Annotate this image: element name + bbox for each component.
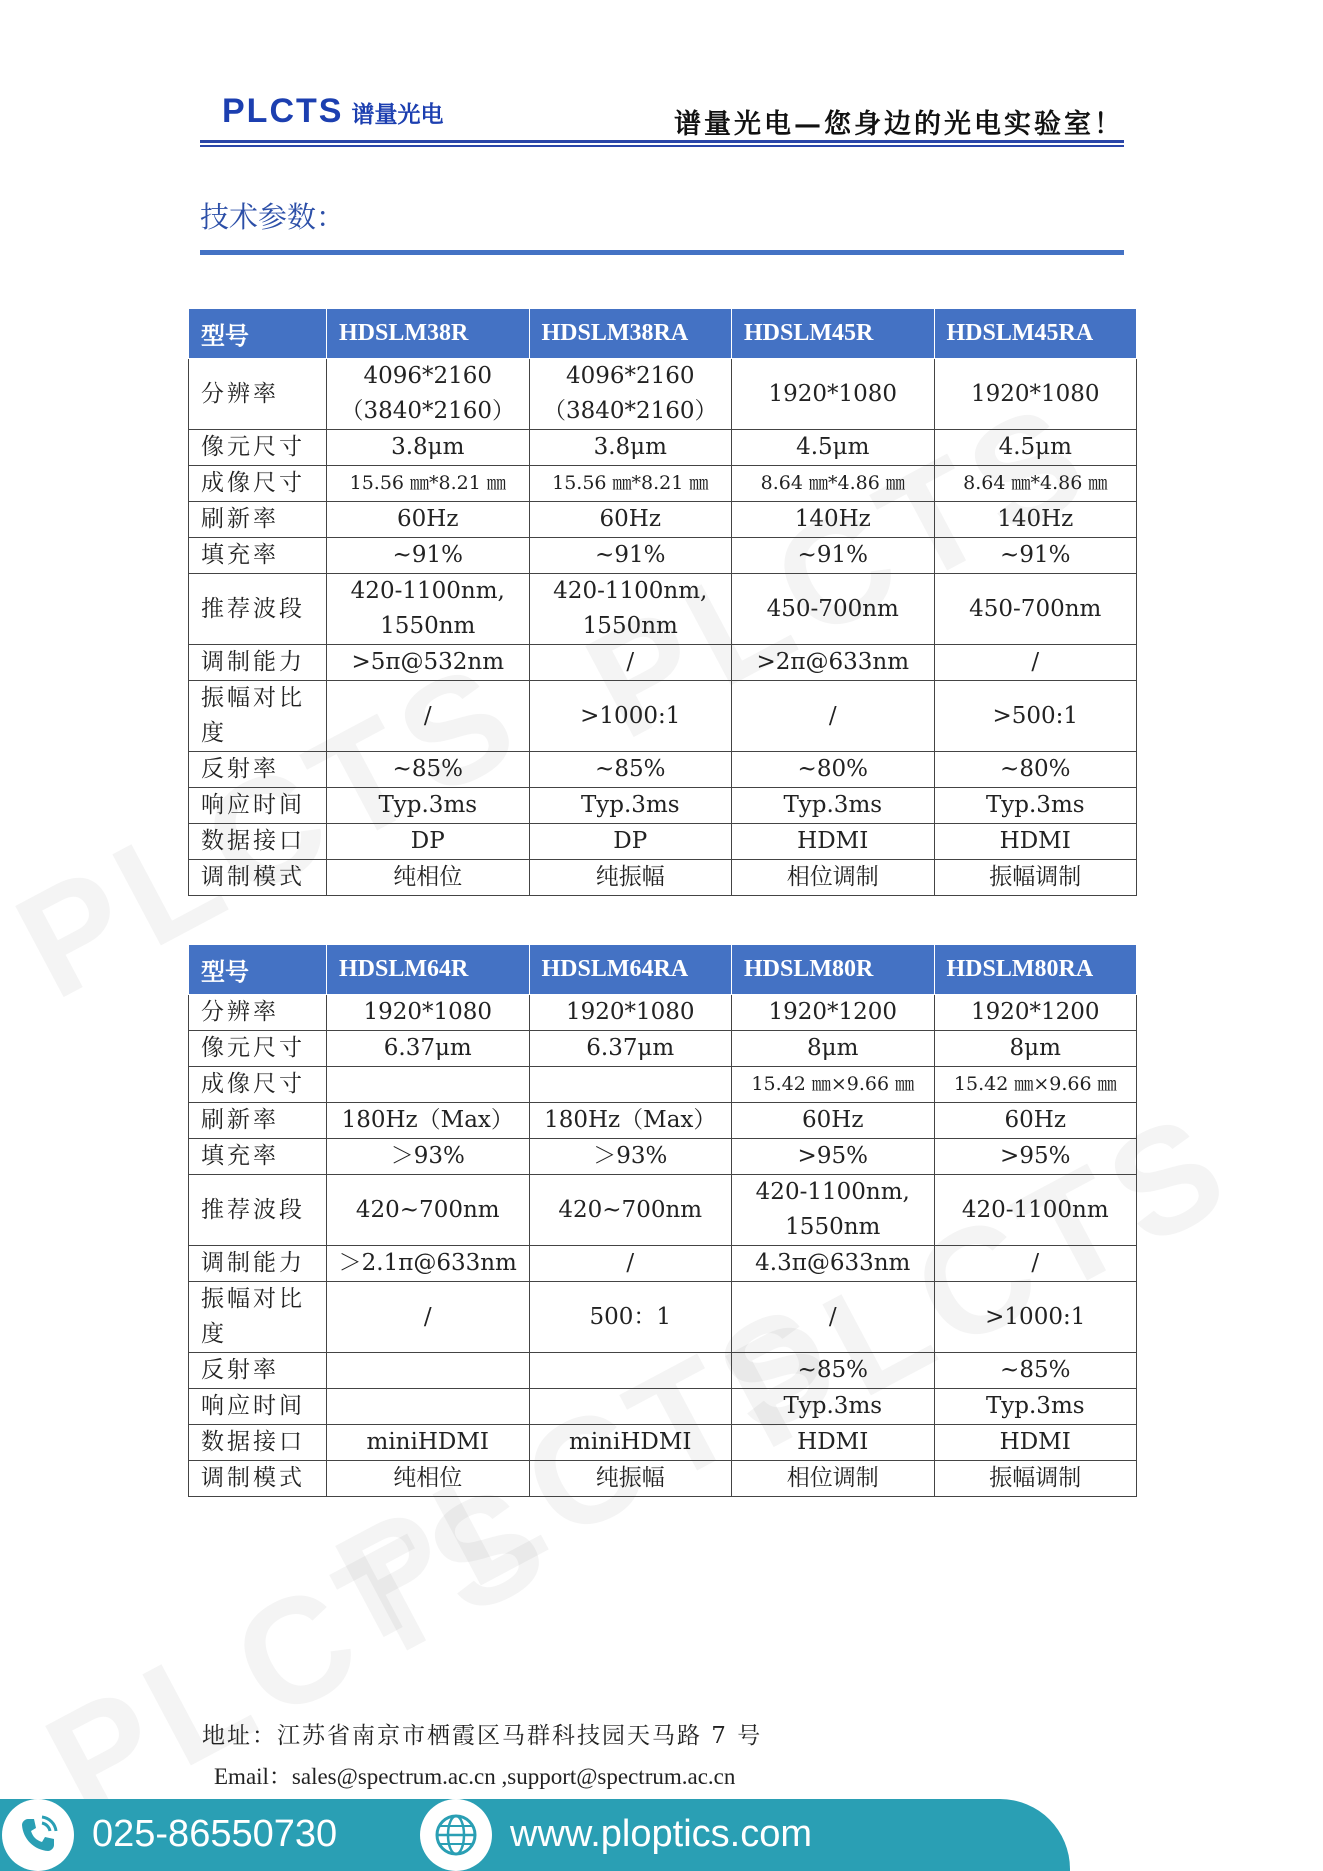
table-header-row xyxy=(189,945,1137,995)
table-cell: >1000:1 xyxy=(529,681,732,752)
table-cell: 1920*1080 xyxy=(934,359,1137,430)
table-cell: 450-700nm xyxy=(934,574,1137,645)
table-row xyxy=(189,1425,1137,1461)
table-cell xyxy=(327,1389,530,1425)
table-row xyxy=(189,681,1137,752)
header-cell: HDSLM45RA xyxy=(934,309,1137,359)
table-cell: 8.64 ㎜*4.86 ㎜ xyxy=(732,466,935,502)
table-cell: DP xyxy=(529,824,732,860)
header-divider xyxy=(200,140,1124,143)
table-row xyxy=(189,1067,1137,1103)
table-cell: 1920*1080 xyxy=(327,995,530,1031)
table-cell: 420-1100nm, 1550nm xyxy=(529,574,732,645)
row-label: 振幅对比度 xyxy=(189,1282,327,1353)
table-cell: 15.56 ㎜*8.21 ㎜ xyxy=(327,466,530,502)
row-label: 调制能力 xyxy=(189,1246,327,1282)
table-cell: ~91% xyxy=(529,538,732,574)
table-cell: 相位调制 xyxy=(732,860,935,896)
table-cell: 15.42 ㎜×9.66 ㎜ xyxy=(732,1067,935,1103)
table-cell: ~80% xyxy=(934,752,1137,788)
row-label: 推荐波段 xyxy=(189,1175,327,1246)
row-label: 成像尺寸 xyxy=(189,1067,327,1103)
header-cell: HDSLM64RA xyxy=(529,945,732,995)
table-row xyxy=(189,995,1137,1031)
table-cell: miniHDMI xyxy=(327,1425,530,1461)
table-cell xyxy=(327,1353,530,1389)
row-label: 分辨率 xyxy=(189,359,327,430)
table-row xyxy=(189,1353,1137,1389)
table-cell: >95% xyxy=(934,1139,1137,1175)
watermark xyxy=(20,1446,580,1853)
table-cell: HDMI xyxy=(934,1425,1137,1461)
table-cell: 140Hz xyxy=(934,502,1137,538)
table-cell: ~80% xyxy=(732,752,935,788)
row-label: 像元尺寸 xyxy=(189,1031,327,1067)
header-divider xyxy=(200,145,1124,147)
table-cell: 4096*2160 （3840*2160） xyxy=(327,359,530,430)
table-cell: / xyxy=(732,1282,935,1353)
header-cell: HDSLM80RA xyxy=(934,945,1137,995)
header-cell: HDSLM38R xyxy=(327,309,530,359)
row-label: 成像尺寸 xyxy=(189,466,327,502)
table-row xyxy=(189,788,1137,824)
table-cell xyxy=(529,1389,732,1425)
table-cell: 振幅调制 xyxy=(934,860,1137,896)
table-cell: Typ.3ms xyxy=(732,1389,935,1425)
footer-address: 地址：江苏省南京市栖霞区马群科技园天马路 7 号 xyxy=(202,1723,763,1749)
table-body xyxy=(189,995,1137,1497)
table-cell: 纯振幅 xyxy=(529,860,732,896)
table-cell: ＞93% xyxy=(529,1139,732,1175)
table-cell: 纯振幅 xyxy=(529,1461,732,1497)
table-cell xyxy=(529,1067,732,1103)
table-cell: / xyxy=(732,681,935,752)
table-cell: 1920*1200 xyxy=(732,995,935,1031)
section-divider xyxy=(200,250,1124,255)
table-cell: HDMI xyxy=(934,824,1137,860)
table-cell: 500：1 xyxy=(529,1282,732,1353)
table-cell: 3.8μm xyxy=(529,430,732,466)
phone-number: 025-86550730 xyxy=(92,1813,338,1855)
table-row xyxy=(189,359,1137,430)
table-cell: 8μm xyxy=(934,1031,1137,1067)
table-cell: 420-1100nm, 1550nm xyxy=(327,574,530,645)
table-cell: 420-1100nm xyxy=(934,1175,1137,1246)
row-label: 数据接口 xyxy=(189,824,327,860)
table-body xyxy=(189,359,1137,896)
table-cell: >2π@633nm xyxy=(732,645,935,681)
table-cell: 4.5μm xyxy=(732,430,935,466)
header-cell: HDSLM80R xyxy=(732,945,935,995)
table-row xyxy=(189,430,1137,466)
table-cell xyxy=(529,1353,732,1389)
row-label: 响应时间 xyxy=(189,1389,327,1425)
table-cell: 60Hz xyxy=(327,502,530,538)
table-cell: 纯相位 xyxy=(327,1461,530,1497)
table-cell: 3.8μm xyxy=(327,430,530,466)
table-row xyxy=(189,860,1137,896)
row-label: 调制模式 xyxy=(189,1461,327,1497)
table-row xyxy=(189,1389,1137,1425)
table-cell: 1920*1200 xyxy=(934,995,1137,1031)
table-cell: HDMI xyxy=(732,824,935,860)
table-cell: ~85% xyxy=(327,752,530,788)
table-cell: ~91% xyxy=(934,538,1137,574)
table-cell: 140Hz xyxy=(732,502,935,538)
row-label: 调制模式 xyxy=(189,860,327,896)
table-row xyxy=(189,538,1137,574)
table-cell: >1000:1 xyxy=(934,1282,1137,1353)
table-row xyxy=(189,466,1137,502)
table-header-row xyxy=(189,309,1137,359)
table-cell: >95% xyxy=(732,1139,935,1175)
table-cell: 纯相位 xyxy=(327,860,530,896)
website-url: www.ploptics.com xyxy=(510,1813,812,1855)
table-cell: >500:1 xyxy=(934,681,1137,752)
row-label: 振幅对比度 xyxy=(189,681,327,752)
table-cell: / xyxy=(327,681,530,752)
row-label: 推荐波段 xyxy=(189,574,327,645)
table-cell: ~91% xyxy=(327,538,530,574)
table-cell: 4096*2160 （3840*2160） xyxy=(529,359,732,430)
logo-cn-text: 谱量光电 xyxy=(351,102,444,128)
table-cell: HDMI xyxy=(732,1425,935,1461)
table-cell: Typ.3ms xyxy=(327,788,530,824)
table-row xyxy=(189,574,1137,645)
spec-table-2 xyxy=(188,944,1137,1497)
table-cell: 1920*1080 xyxy=(529,995,732,1031)
globe-icon xyxy=(420,1799,492,1871)
table-cell: / xyxy=(327,1282,530,1353)
header-cell: HDSLM38RA xyxy=(529,309,732,359)
table-cell: 振幅调制 xyxy=(934,1461,1137,1497)
table-cell: ~91% xyxy=(732,538,935,574)
spec-table-1 xyxy=(188,308,1137,896)
table-cell: DP xyxy=(327,824,530,860)
header-cell: HDSLM45R xyxy=(732,309,935,359)
table-row xyxy=(189,1246,1137,1282)
row-label: 分辨率 xyxy=(189,995,327,1031)
table-row xyxy=(189,1282,1137,1353)
table-cell: / xyxy=(529,645,732,681)
table-cell: ~85% xyxy=(934,1353,1137,1389)
table-cell: Typ.3ms xyxy=(934,1389,1137,1425)
table-cell: 180Hz（Max） xyxy=(327,1103,530,1139)
row-label: 像元尺寸 xyxy=(189,430,327,466)
row-label: 调制能力 xyxy=(189,645,327,681)
table-cell: 420~700nm xyxy=(529,1175,732,1246)
table-cell: miniHDMI xyxy=(529,1425,732,1461)
table-row xyxy=(189,645,1137,681)
table-cell: 相位调制 xyxy=(732,1461,935,1497)
header-cell: 型号 xyxy=(189,945,327,995)
table-cell: 420-1100nm, 1550nm xyxy=(732,1175,935,1246)
table-cell: Typ.3ms xyxy=(529,788,732,824)
table-cell: 4.5μm xyxy=(934,430,1137,466)
row-label: 数据接口 xyxy=(189,1425,327,1461)
row-label: 反射率 xyxy=(189,752,327,788)
row-label: 响应时间 xyxy=(189,788,327,824)
table-cell: 6.37μm xyxy=(529,1031,732,1067)
table-cell: 6.37μm xyxy=(327,1031,530,1067)
footer-email: Email：sales@spectrum.ac.cn ,support@spectrum.ac.cn xyxy=(214,1764,736,1789)
table-cell: ＞2.1π@633nm xyxy=(327,1246,530,1282)
table-cell: Typ.3ms xyxy=(934,788,1137,824)
table-cell: 420~700nm xyxy=(327,1175,530,1246)
table-cell: ~85% xyxy=(529,752,732,788)
table-cell: ＞93% xyxy=(327,1139,530,1175)
table-cell: 15.42 ㎜×9.66 ㎜ xyxy=(934,1067,1137,1103)
table-cell: 4.3π@633nm xyxy=(732,1246,935,1282)
table-cell: 60Hz xyxy=(732,1103,935,1139)
table-cell: 450-700nm xyxy=(732,574,935,645)
table-cell: >5π@532nm xyxy=(327,645,530,681)
table-cell: / xyxy=(934,645,1137,681)
table-cell: ~85% xyxy=(732,1353,935,1389)
header-cell: HDSLM64R xyxy=(327,945,530,995)
table-cell: / xyxy=(529,1246,732,1282)
table-cell: 8.64 ㎜*4.86 ㎜ xyxy=(934,466,1137,502)
row-label: 刷新率 xyxy=(189,1103,327,1139)
company-logo xyxy=(222,92,443,131)
table-row xyxy=(189,1461,1137,1497)
phone-icon xyxy=(2,1799,74,1871)
table-row xyxy=(189,1103,1137,1139)
table-cell: 180Hz（Max） xyxy=(529,1103,732,1139)
header-cell: 型号 xyxy=(189,309,327,359)
table-cell: 1920*1080 xyxy=(732,359,935,430)
row-label: 填充率 xyxy=(189,1139,327,1175)
table-cell xyxy=(327,1067,530,1103)
row-label: 刷新率 xyxy=(189,502,327,538)
logo-text: PLCTS xyxy=(222,92,344,130)
table-cell: 60Hz xyxy=(529,502,732,538)
table-cell: Typ.3ms xyxy=(732,788,935,824)
table-row xyxy=(189,1139,1137,1175)
slogan: 谱量光电—您身边的光电实验室！ xyxy=(674,109,1124,140)
table-cell: 15.56 ㎜*8.21 ㎜ xyxy=(529,466,732,502)
row-label: 反射率 xyxy=(189,1353,327,1389)
table-row xyxy=(189,1175,1137,1246)
table-cell: 8μm xyxy=(732,1031,935,1067)
row-label: 填充率 xyxy=(189,538,327,574)
table-row xyxy=(189,824,1137,860)
section-title: 技术参数： xyxy=(200,200,346,234)
table-row xyxy=(189,502,1137,538)
table-cell: / xyxy=(934,1246,1137,1282)
table-row xyxy=(189,752,1137,788)
table-row xyxy=(189,1031,1137,1067)
table-cell: 60Hz xyxy=(934,1103,1137,1139)
